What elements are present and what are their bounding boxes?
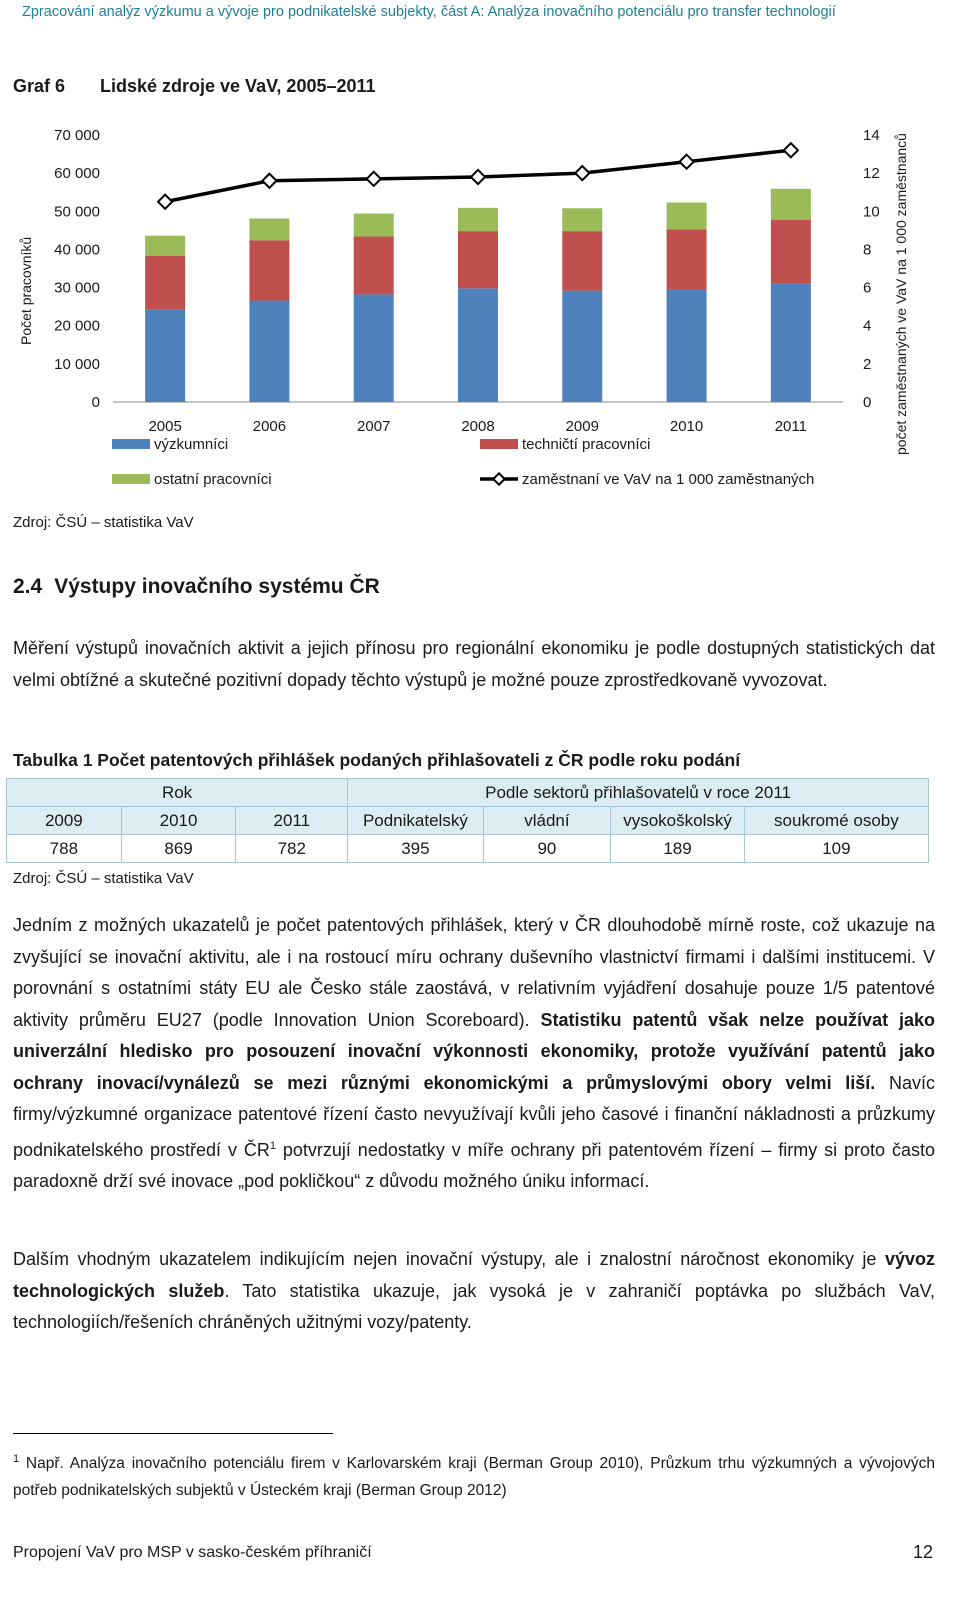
chart	[0, 110, 960, 510]
line-marker	[680, 155, 694, 169]
y-axis-title-right: počet zaměstnaných ve VaV na 1 000 zaměstnanců	[893, 133, 909, 455]
table-cell: 869	[121, 835, 236, 863]
table-group-sector: Podle sektorů přihlašovatelů v roce 2011	[348, 779, 929, 807]
paragraph-2-bold: Statistiku patentů však nelze používat jako univerzální hledisko pro posouzení inovační výkonnosti ekonomiky, protože využívání patentů jako ochrany inovací/vynálezů se mezi různými ekonomickými a průmyslovými obory velmi liší.	[13, 1009, 935, 1093]
legend-swatch	[112, 474, 150, 484]
legend-swatch	[480, 439, 518, 449]
y-tick-label-right: 12	[863, 165, 880, 183]
paragraph-3-before: Dalším vhodným ukazatelem indikujícím nejen inovační výstupy, ale i znalostní náročnost ekonomiky je	[13, 1249, 885, 1269]
page-number: 12	[913, 1542, 934, 1562]
graph-caption	[13, 76, 376, 97]
graph-number: Graf 6	[13, 76, 66, 96]
page-header: Zpracování analýz výzkumu a vývoje pro podnikatelské subjekty, část A: Analýza inovačního potenciálu pro transfer technologií	[22, 4, 836, 20]
y-tick-label-right: 0	[863, 394, 872, 411]
y-tick-label-left: 70 000	[54, 127, 100, 144]
bar-segment	[458, 208, 498, 231]
y-tick-label-left: 10 000	[54, 355, 100, 373]
bar-segment	[458, 288, 498, 402]
paragraph-2	[13, 910, 935, 1198]
paragraph-3	[13, 1244, 935, 1339]
bar-segment	[562, 208, 602, 231]
legend-label: zaměstnaní ve VaV na 1 000 zaměstnaných	[522, 471, 815, 488]
x-tick-label: 2008	[461, 418, 495, 435]
line-marker	[784, 143, 798, 157]
footnote-text: Např. Analýza inovačního potenciálu firem v Karlovarském kraji (Berman Group 2010), Průzkum trhu výzkumných a vývojových potřeb podnikatelských subjektů v Ústeckém kraji (Berman Group 2012)	[13, 1455, 935, 1500]
y-tick-label-right: 8	[863, 241, 872, 259]
section-number: 2.4	[13, 575, 43, 598]
bar-segment	[562, 291, 602, 402]
footnote-number: 1	[13, 1453, 20, 1465]
table-group-rok: Rok	[7, 779, 348, 807]
table-row	[7, 835, 929, 863]
footnote-separator	[13, 1433, 333, 1434]
paragraph-2-intro: Jedním z možných ukazatelů je počet patentových přihlášek, který v ČR dlouhodobě mírně roste, což ukazuje na zvyšující se inovační aktivitu, ale i na rostoucí míru ochrany duševního vlastnictví firmami i dalšími institucemi. V porovnání s ostatními státy EU ale Česko stále zaostává, v relativním vyjádření dosahuje pouze 1/5 patentové aktivity průměru EU27 (podle Innovation Union Scoreboard).	[13, 915, 935, 1030]
paragraph-2-rest1: Navíc firmy/výzkumné organizace patentové řízení často nevyužívají kvůli jeho časové i finanční nákladnosti a průzkumy podnikatelského prostředí v ČR	[13, 1072, 935, 1160]
y-tick-label-left: 20 000	[54, 317, 100, 335]
table-cell: 109	[744, 835, 928, 863]
table-caption: Tabulka 1 Počet patentových přihlášek podaných přihlašovateli z ČR podle roku podání	[13, 750, 741, 770]
y-tick-label-left: 40 000	[54, 241, 100, 259]
bar-segment	[249, 301, 289, 402]
table-cell: 395	[348, 835, 483, 863]
right-axis-ticks	[863, 127, 880, 411]
y-axis-title-left: Počet pracovníků	[18, 236, 34, 345]
bar-segment	[771, 189, 811, 220]
table-cell: 782	[236, 835, 348, 863]
y-tick-label-left: 30 000	[54, 279, 100, 297]
table-cell: 90	[483, 835, 611, 863]
x-tick-label: 2009	[565, 418, 599, 435]
paragraph-3-after: . Tato statistika ukazuje, jak vysoká je v zahraničí poptávka po službách VaV, technologiích/řešeních chráněných užitnými vozy/patenty.	[13, 1280, 936, 1332]
table-header-cell: 2011	[236, 807, 348, 835]
table-header-cell: vysokoškolský	[611, 807, 745, 835]
x-tick-label: 2005	[148, 418, 182, 435]
graph-source: Zdroj: ČSÚ – statistika VaV	[13, 514, 194, 531]
y-tick-label-right: 10	[863, 203, 880, 221]
bar-segment	[667, 203, 707, 230]
x-tick-labels	[148, 418, 807, 435]
section-heading	[13, 575, 380, 599]
graph-title: Lidské zdroje ve VaV, 2005–2011	[100, 76, 376, 96]
bar-segment	[354, 294, 394, 402]
line-marker	[158, 195, 172, 209]
paragraph-2-rest2: potvrzují nedostatky v míře ochrany při patentovém řízení – firmy si proto často paradoxně drží své inovace „pod pokličkou“ z důvodu možného úniku informací.	[13, 1139, 935, 1191]
section-title: Výstupy inovačního systému ČR	[54, 575, 380, 598]
line-marker	[367, 172, 381, 186]
line-marker	[575, 166, 589, 180]
table-header-cell: vládní	[483, 807, 611, 835]
x-tick-label: 2011	[774, 418, 807, 435]
y-tick-label-left: 50 000	[54, 203, 100, 221]
bar-segment	[458, 231, 498, 288]
table-header-row	[7, 807, 929, 835]
bar-segment	[249, 219, 289, 241]
legend-swatch	[112, 439, 150, 449]
y-tick-label-right: 14	[863, 127, 880, 144]
table-header-cell: soukromé osoby	[744, 807, 928, 835]
bar-segment	[667, 229, 707, 289]
table-source: Zdroj: ČSÚ – statistika VaV	[13, 870, 194, 887]
footnote-reference[interactable]: 1	[269, 1139, 276, 1152]
y-tick-label-left: 60 000	[54, 165, 100, 183]
bars	[145, 189, 811, 402]
line-marker	[471, 170, 485, 184]
legend-label: ostatní pracovníci	[154, 471, 272, 488]
table-header-cell: 2009	[7, 807, 122, 835]
bar-segment	[145, 236, 185, 256]
x-tick-label: 2007	[357, 418, 391, 435]
y-tick-label-right: 4	[863, 317, 872, 335]
bar-segment	[771, 284, 811, 402]
bar-segment	[145, 256, 185, 310]
table-header-cell: Podnikatelský	[348, 807, 483, 835]
y-tick-label-left: 0	[91, 394, 100, 411]
patent-table	[6, 778, 929, 863]
table-cell: 788	[7, 835, 122, 863]
y-tick-label-right: 2	[863, 355, 872, 373]
table-group-header-row	[7, 779, 929, 807]
paragraph-3-bold: vývoz technologických služeb	[13, 1249, 935, 1301]
y-tick-label-right: 6	[863, 279, 872, 297]
left-axis-ticks	[54, 127, 100, 411]
table-header-cell: 2010	[121, 807, 236, 835]
legend-label: výzkumníci	[154, 436, 229, 453]
x-tick-label: 2010	[669, 418, 704, 435]
legend	[112, 436, 814, 488]
x-tick-label: 2006	[252, 418, 287, 435]
bar-segment	[145, 310, 185, 402]
bar-segment	[354, 214, 394, 237]
line-series	[158, 143, 798, 209]
footnote	[13, 1446, 935, 1504]
page-footer: Propojení VaV pro MSP v sasko-českém příhraničí	[13, 1544, 372, 1561]
legend-marker	[493, 473, 504, 484]
bar-segment	[771, 220, 811, 284]
bar-segment	[667, 289, 707, 402]
table-cell: 189	[611, 835, 745, 863]
bar-segment	[249, 240, 289, 300]
paragraph-1: Měření výstupů inovačních aktivit a jejich přínosu pro regionální ekonomiku je podle dostupných statistických dat velmi obtížné a skutečné pozitivní dopady těchto výstupů je možné pouze zprostředkovaně vyvozovat.	[13, 638, 935, 690]
bar-segment	[562, 231, 602, 291]
bar-segment	[354, 236, 394, 294]
line-marker	[262, 174, 276, 188]
legend-label: techničtí pracovníci	[522, 436, 651, 453]
